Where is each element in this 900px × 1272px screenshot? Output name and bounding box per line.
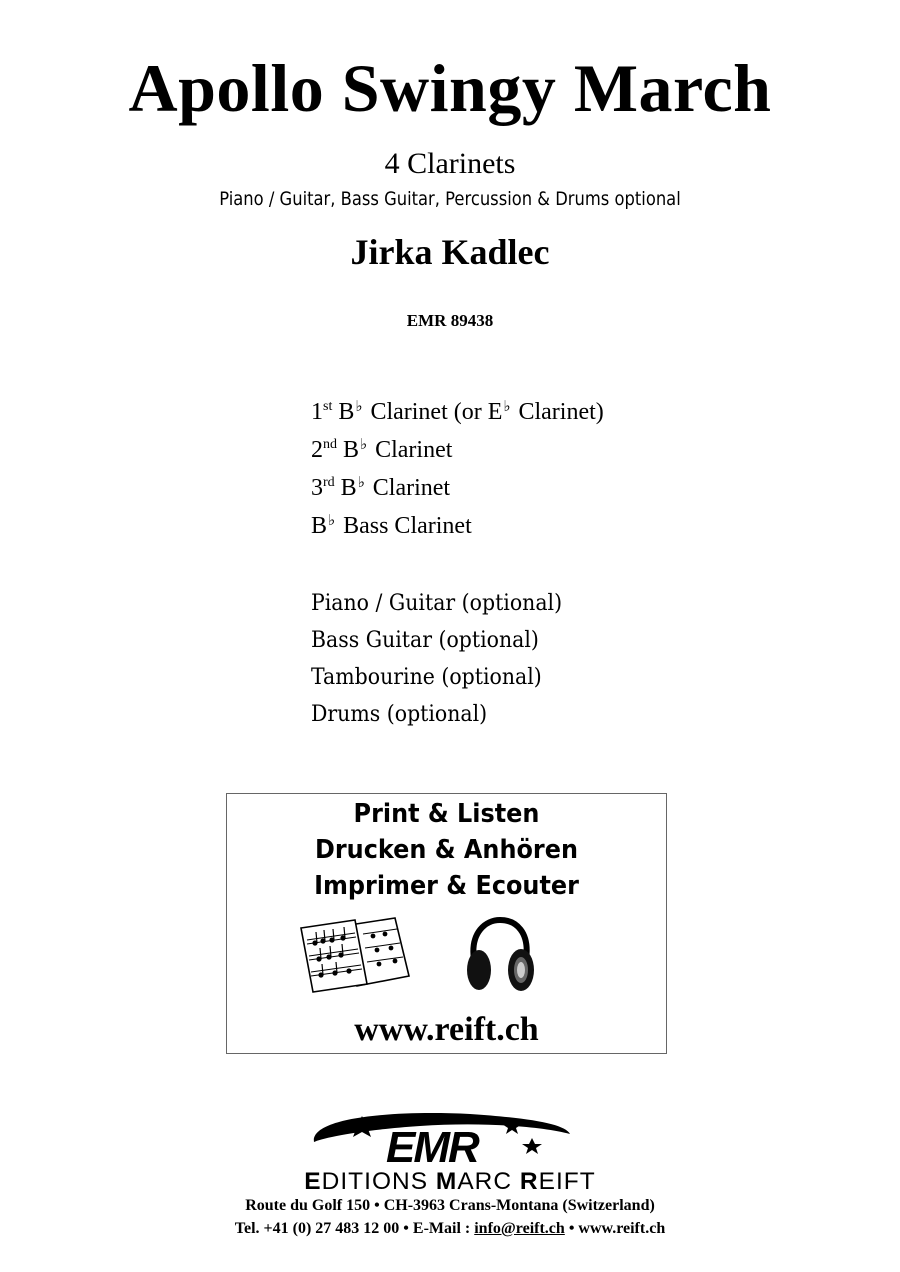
flat-icon: ♭ (328, 511, 336, 529)
part-text: B (332, 399, 355, 425)
part-text: B (311, 513, 328, 539)
part-text: Clarinet) (512, 399, 604, 425)
part-text: B (337, 437, 360, 463)
emr-logo (300, 1104, 600, 1170)
email-link[interactable]: info@reift.ch (474, 1220, 565, 1237)
parts-list (311, 393, 604, 545)
part-item (311, 507, 604, 545)
flat-icon: ♭ (357, 473, 365, 491)
publisher-word: DITIONS (321, 1168, 436, 1195)
publisher-contact (0, 1219, 900, 1239)
print-listen-box (226, 793, 667, 1054)
publisher-initial: R (519, 1168, 539, 1195)
composer-name: Jirka Kadlec (350, 232, 550, 272)
score-title: Apollo Swingy March (128, 50, 772, 126)
publisher-word: ARC (457, 1168, 520, 1195)
part-number: 1 (311, 399, 323, 425)
part-text: Clarinet (366, 475, 451, 501)
optional-instruments-line: Piano / Guitar, Bass Guitar, Percussion & Drums optional (219, 188, 681, 210)
instrumentation-subtitle: 4 Clarinets (384, 147, 516, 180)
sheet-music-icon (299, 914, 411, 998)
part-item (311, 393, 604, 431)
part-text: B (334, 475, 357, 501)
part-number: 2 (311, 437, 323, 463)
optional-part-item: Bass Guitar (optional) (311, 628, 539, 653)
publisher-name (0, 1168, 900, 1196)
promo-line-german: Drucken & Anhören (315, 835, 578, 865)
ordinal-suffix: rd (323, 475, 335, 490)
headphones-icon (464, 916, 536, 994)
catalog-number: EMR 89438 (406, 311, 494, 330)
optional-part-item: Piano / Guitar (optional) (311, 591, 563, 616)
ordinal-suffix: nd (323, 437, 337, 452)
promo-line-english: Print & Listen (353, 799, 540, 829)
ordinal-suffix: st (323, 399, 333, 414)
part-item (311, 431, 604, 469)
flat-icon: ♭ (360, 435, 368, 453)
optional-part-item: Drums (optional) (311, 702, 488, 727)
publisher-initial: E (304, 1168, 322, 1195)
part-text: Clarinet (or E (364, 399, 503, 425)
publisher-word: EIFT (538, 1168, 596, 1195)
part-text: Clarinet (369, 437, 453, 463)
publisher-initial: M (435, 1168, 458, 1195)
contact-tel: Tel. +41 (0) 27 483 12 00 • E-Mail : (234, 1220, 475, 1237)
promo-line-french: Imprimer & Ecouter (314, 871, 579, 901)
part-item (311, 469, 604, 507)
part-text: Bass Clarinet (337, 513, 472, 539)
flat-icon: ♭ (503, 397, 511, 415)
logo-text: EMR (386, 1123, 478, 1170)
part-number: 3 (311, 475, 323, 501)
optional-parts-list (311, 585, 581, 733)
website-url[interactable]: www.reift.ch (354, 1011, 539, 1048)
publisher-address: Route du Golf 150 • CH-3963 Crans-Montana (Switzerland) (245, 1197, 655, 1214)
contact-web: • www.reift.ch (564, 1220, 666, 1237)
optional-part-item: Tambourine (optional) (311, 665, 542, 690)
flat-icon: ♭ (355, 397, 363, 415)
